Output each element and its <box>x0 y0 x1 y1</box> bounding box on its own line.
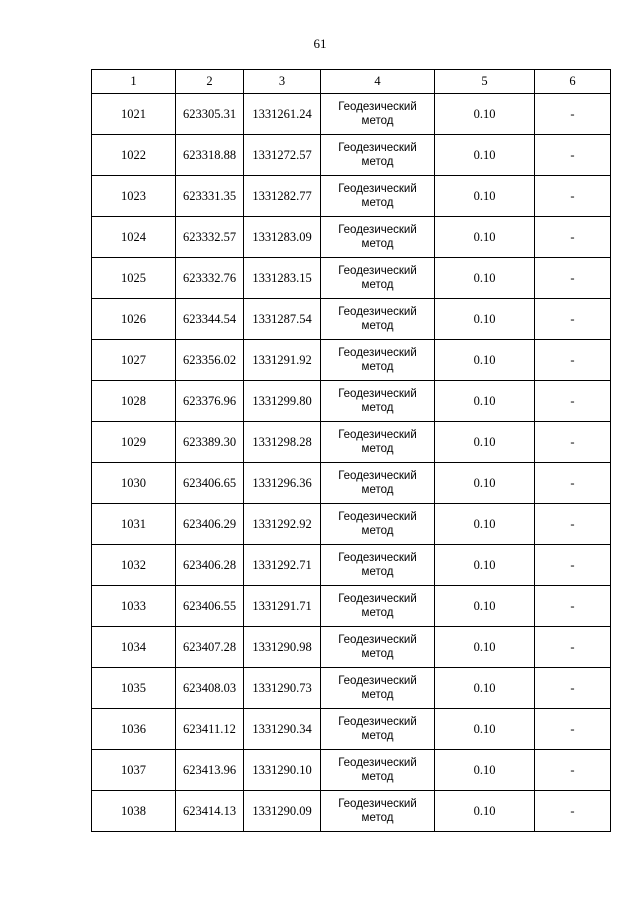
method-line-2: метод <box>361 689 394 701</box>
table-row <box>92 299 611 340</box>
y-coordinate-cell: 1331298.28 <box>244 422 321 463</box>
method-line-2: метод <box>361 238 394 250</box>
x-coordinate-cell: 623389.30 <box>176 422 244 463</box>
point-number-cell: 1031 <box>92 504 176 545</box>
table-row <box>92 504 611 545</box>
method-cell <box>321 504 435 545</box>
y-coordinate-cell: 1331283.15 <box>244 258 321 299</box>
description-cell: - <box>535 586 611 627</box>
column-header: 2 <box>176 70 244 94</box>
method-line-2: метод <box>361 320 394 332</box>
y-coordinate-cell: 1331292.71 <box>244 545 321 586</box>
y-coordinate-cell: 1331290.09 <box>244 791 321 832</box>
table-row <box>92 463 611 504</box>
x-coordinate-cell: 623406.28 <box>176 545 244 586</box>
method-line-1: Геодезический <box>338 675 417 687</box>
y-coordinate-cell: 1331292.92 <box>244 504 321 545</box>
description-cell: - <box>535 217 611 258</box>
method-line-1: Геодезический <box>338 757 417 769</box>
x-coordinate-cell: 623406.55 <box>176 586 244 627</box>
description-cell: - <box>535 627 611 668</box>
point-number-cell: 1024 <box>92 217 176 258</box>
point-number-cell: 1029 <box>92 422 176 463</box>
point-number-cell: 1034 <box>92 627 176 668</box>
method-cell <box>321 340 435 381</box>
method-line-2: метод <box>361 156 394 168</box>
method-line-2: метод <box>361 771 394 783</box>
x-coordinate-cell: 623407.28 <box>176 627 244 668</box>
table-row <box>92 258 611 299</box>
table-row <box>92 381 611 422</box>
x-coordinate-cell: 623332.76 <box>176 258 244 299</box>
method-line-1: Геодезический <box>338 429 417 441</box>
x-coordinate-cell: 623413.96 <box>176 750 244 791</box>
method-cell <box>321 791 435 832</box>
method-line-2: метод <box>361 566 394 578</box>
method-cell <box>321 586 435 627</box>
point-number-cell: 1030 <box>92 463 176 504</box>
table-row <box>92 545 611 586</box>
method-cell <box>321 545 435 586</box>
y-coordinate-cell: 1331282.77 <box>244 176 321 217</box>
method-line-1: Геодезический <box>338 224 417 236</box>
x-coordinate-cell: 623411.12 <box>176 709 244 750</box>
x-coordinate-cell: 623318.88 <box>176 135 244 176</box>
accuracy-cell: 0.10 <box>435 135 535 176</box>
point-number-cell: 1022 <box>92 135 176 176</box>
column-header: 5 <box>435 70 535 94</box>
x-coordinate-cell: 623356.02 <box>176 340 244 381</box>
x-coordinate-cell: 623406.29 <box>176 504 244 545</box>
x-coordinate-cell: 623344.54 <box>176 299 244 340</box>
accuracy-cell: 0.10 <box>435 504 535 545</box>
column-header: 1 <box>92 70 176 94</box>
point-number-cell: 1037 <box>92 750 176 791</box>
method-line-1: Геодезический <box>338 347 417 359</box>
accuracy-cell: 0.10 <box>435 176 535 217</box>
accuracy-cell: 0.10 <box>435 750 535 791</box>
description-cell: - <box>535 176 611 217</box>
method-cell <box>321 422 435 463</box>
method-line-1: Геодезический <box>338 183 417 195</box>
description-cell: - <box>535 340 611 381</box>
point-number-cell: 1033 <box>92 586 176 627</box>
table-body <box>92 94 611 832</box>
accuracy-cell: 0.10 <box>435 463 535 504</box>
method-cell <box>321 668 435 709</box>
table-row <box>92 586 611 627</box>
method-cell <box>321 709 435 750</box>
description-cell: - <box>535 709 611 750</box>
description-cell: - <box>535 299 611 340</box>
point-number-cell: 1038 <box>92 791 176 832</box>
point-number-cell: 1023 <box>92 176 176 217</box>
description-cell: - <box>535 94 611 135</box>
table-row <box>92 135 611 176</box>
y-coordinate-cell: 1331291.92 <box>244 340 321 381</box>
accuracy-cell: 0.10 <box>435 258 535 299</box>
method-cell <box>321 217 435 258</box>
y-coordinate-cell: 1331290.98 <box>244 627 321 668</box>
method-line-1: Геодезический <box>338 470 417 482</box>
table-row <box>92 422 611 463</box>
accuracy-cell: 0.10 <box>435 545 535 586</box>
method-line-1: Геодезический <box>338 552 417 564</box>
method-line-1: Геодезический <box>338 142 417 154</box>
point-number-cell: 1036 <box>92 709 176 750</box>
method-line-2: метод <box>361 402 394 414</box>
y-coordinate-cell: 1331291.71 <box>244 586 321 627</box>
method-line-2: метод <box>361 197 394 209</box>
method-line-1: Геодезический <box>338 306 417 318</box>
method-line-2: метод <box>361 361 394 373</box>
x-coordinate-cell: 623406.65 <box>176 463 244 504</box>
accuracy-cell: 0.10 <box>435 299 535 340</box>
table-row <box>92 627 611 668</box>
method-cell <box>321 94 435 135</box>
method-cell <box>321 135 435 176</box>
table-row <box>92 791 611 832</box>
description-cell: - <box>535 504 611 545</box>
y-coordinate-cell: 1331283.09 <box>244 217 321 258</box>
method-cell <box>321 176 435 217</box>
table-row <box>92 668 611 709</box>
method-line-2: метод <box>361 279 394 291</box>
column-header: 4 <box>321 70 435 94</box>
method-cell <box>321 258 435 299</box>
point-number-cell: 1021 <box>92 94 176 135</box>
method-line-2: метод <box>361 525 394 537</box>
accuracy-cell: 0.10 <box>435 381 535 422</box>
table-row <box>92 94 611 135</box>
accuracy-cell: 0.10 <box>435 709 535 750</box>
method-line-2: метод <box>361 443 394 455</box>
description-cell: - <box>535 381 611 422</box>
x-coordinate-cell: 623305.31 <box>176 94 244 135</box>
method-line-1: Геодезический <box>338 511 417 523</box>
column-header: 6 <box>535 70 611 94</box>
accuracy-cell: 0.10 <box>435 586 535 627</box>
point-number-cell: 1028 <box>92 381 176 422</box>
y-coordinate-cell: 1331299.80 <box>244 381 321 422</box>
point-number-cell: 1026 <box>92 299 176 340</box>
point-number-cell: 1032 <box>92 545 176 586</box>
accuracy-cell: 0.10 <box>435 791 535 832</box>
accuracy-cell: 0.10 <box>435 422 535 463</box>
method-line-1: Геодезический <box>338 798 417 810</box>
accuracy-cell: 0.10 <box>435 217 535 258</box>
method-line-1: Геодезический <box>338 388 417 400</box>
method-cell <box>321 627 435 668</box>
method-line-1: Геодезический <box>338 716 417 728</box>
point-number-cell: 1035 <box>92 668 176 709</box>
point-number-cell: 1027 <box>92 340 176 381</box>
x-coordinate-cell: 623331.35 <box>176 176 244 217</box>
method-line-1: Геодезический <box>338 101 417 113</box>
column-header: 3 <box>244 70 321 94</box>
table-row <box>92 340 611 381</box>
y-coordinate-cell: 1331296.36 <box>244 463 321 504</box>
method-cell <box>321 750 435 791</box>
method-line-1: Геодезический <box>338 593 417 605</box>
y-coordinate-cell: 1331290.73 <box>244 668 321 709</box>
accuracy-cell: 0.10 <box>435 627 535 668</box>
table-row <box>92 217 611 258</box>
accuracy-cell: 0.10 <box>435 668 535 709</box>
description-cell: - <box>535 791 611 832</box>
method-line-2: метод <box>361 812 394 824</box>
page-number: 61 <box>313 36 327 51</box>
method-line-2: метод <box>361 607 394 619</box>
accuracy-cell: 0.10 <box>435 94 535 135</box>
table-row <box>92 750 611 791</box>
x-coordinate-cell: 623376.96 <box>176 381 244 422</box>
description-cell: - <box>535 750 611 791</box>
y-coordinate-cell: 1331261.24 <box>244 94 321 135</box>
y-coordinate-cell: 1331287.54 <box>244 299 321 340</box>
y-coordinate-cell: 1331272.57 <box>244 135 321 176</box>
table-row <box>92 176 611 217</box>
method-line-1: Геодезический <box>338 265 417 277</box>
point-number-cell: 1025 <box>92 258 176 299</box>
y-coordinate-cell: 1331290.34 <box>244 709 321 750</box>
description-cell: - <box>535 258 611 299</box>
coordinates-table <box>91 69 611 832</box>
method-cell <box>321 463 435 504</box>
description-cell: - <box>535 463 611 504</box>
x-coordinate-cell: 623332.57 <box>176 217 244 258</box>
method-line-1: Геодезический <box>338 634 417 646</box>
method-cell <box>321 299 435 340</box>
method-cell <box>321 381 435 422</box>
method-line-2: метод <box>361 115 394 127</box>
x-coordinate-cell: 623414.13 <box>176 791 244 832</box>
method-line-2: метод <box>361 484 394 496</box>
description-cell: - <box>535 668 611 709</box>
accuracy-cell: 0.10 <box>435 340 535 381</box>
description-cell: - <box>535 545 611 586</box>
y-coordinate-cell: 1331290.10 <box>244 750 321 791</box>
x-coordinate-cell: 623408.03 <box>176 668 244 709</box>
table-row <box>92 709 611 750</box>
method-line-2: метод <box>361 730 394 742</box>
method-line-2: метод <box>361 648 394 660</box>
description-cell: - <box>535 422 611 463</box>
description-cell: - <box>535 135 611 176</box>
table-header-row <box>92 70 611 94</box>
